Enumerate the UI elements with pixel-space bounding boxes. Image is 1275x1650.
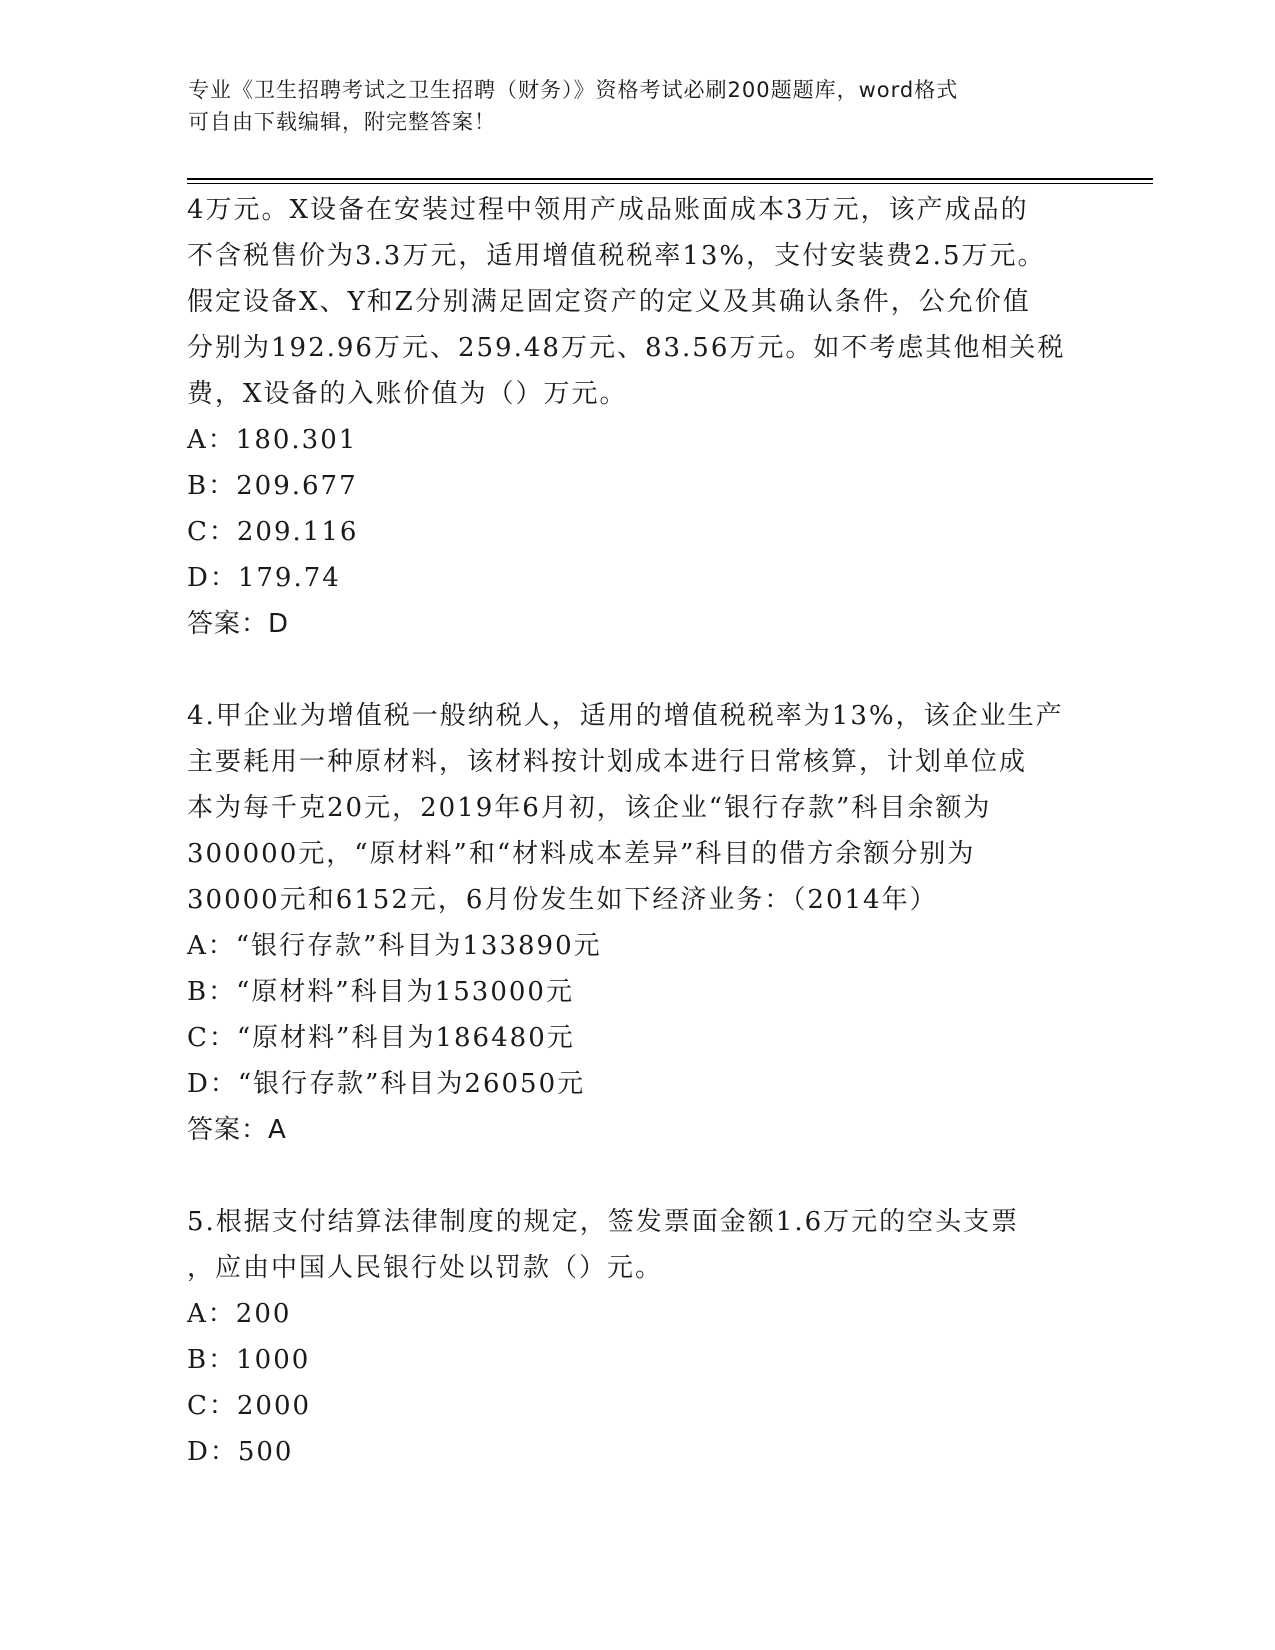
question-2-option-b: B：“原材料”科目为153000元 (187, 977, 574, 1007)
question-1-option-c: C：209.116 (187, 517, 359, 547)
question-1-answer: 答案：D (187, 609, 290, 639)
question-3-option-a: A：200 (187, 1299, 292, 1329)
header-rule-thin (187, 183, 1153, 184)
question-1-line-3: 假定设备X、Y和Z分别满足固定资产的定义及其确认条件，公允价值 (187, 287, 1031, 317)
question-3-option-d: D：500 (187, 1437, 294, 1467)
page-header (188, 74, 1088, 138)
header-line-2: 可自由下载编辑，附完整答案！ (188, 110, 496, 134)
question-1-line-4: 分别为192.96万元、259.48万元、83.56万元。如不考虑其他相关税 (187, 333, 1066, 363)
question-2-line-2: 主要耗用一种原材料，该材料按计划成本进行日常核算，计划单位成 (187, 747, 1028, 777)
question-2-option-d: D：“银行存款”科目为26050元 (187, 1069, 586, 1099)
question-block-3 (187, 1199, 1087, 1475)
question-3-option-b: B：1000 (187, 1345, 311, 1375)
question-1-option-b: B：209.677 (187, 471, 358, 501)
header-line-1: 专业《卫生招聘考试之卫生招聘（财务）》资格考试必刷200题题库，word格式 (188, 78, 959, 102)
header-rule-thick (187, 178, 1153, 180)
block-spacer (187, 1153, 1087, 1199)
question-1-line-5: 费，X设备的入账价值为（）万元。 (187, 379, 628, 409)
question-2-line-3: 本为每千克20元，2019年6月初，该企业“银行存款”科目余额为 (187, 793, 992, 823)
question-3-option-c: C：2000 (187, 1391, 312, 1421)
question-2-option-c: C：“原材料”科目为186480元 (187, 1023, 575, 1053)
question-block-1 (187, 187, 1087, 647)
question-2-answer: 答案：A (187, 1115, 287, 1145)
question-content (187, 187, 1087, 1475)
question-2-option-a: A：“银行存款”科目为133890元 (187, 931, 602, 961)
block-spacer (187, 647, 1087, 693)
question-1-option-a: A：180.301 (187, 425, 358, 455)
question-block-2 (187, 693, 1087, 1153)
question-2-line-4: 300000元，“原材料”和“材料成本差异”科目的借方余额分别为 (187, 839, 976, 869)
question-3-line-2: ，应由中国人民银行处以罚款（）元。 (187, 1253, 664, 1283)
question-2-line-5: 30000元和6152元，6月份发生如下经济业务：（2014年） (187, 885, 938, 915)
question-3-line-1: 5.根据支付结算法律制度的规定，签发票面金额1.6万元的空头支票 (187, 1207, 1020, 1237)
question-1-line-2: 不含税售价为3.3万元，适用增值税税率13%，支付安装费2.5万元。 (187, 241, 1046, 271)
question-1-option-d: D：179.74 (187, 563, 341, 593)
question-2-line-1: 4.甲企业为增值税一般纳税人，适用的增值税税率为13%，该企业生产 (187, 701, 1064, 731)
question-1-line-1: 4万元。X设备在安装过程中领用产成品账面成本3万元，该产成品的 (187, 195, 1029, 225)
